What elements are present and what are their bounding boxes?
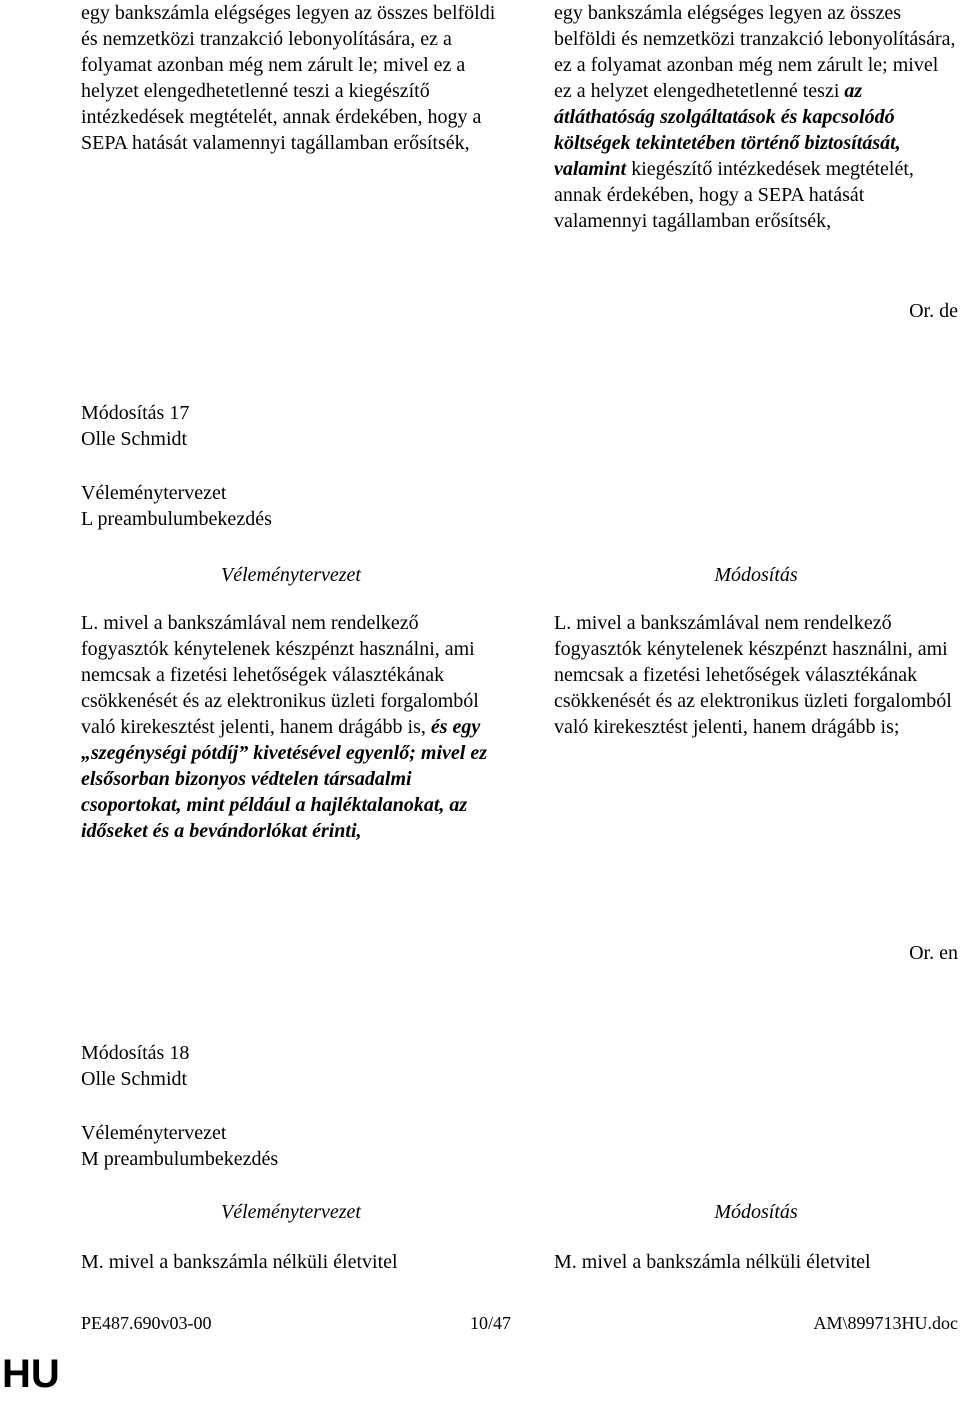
amendment-17-number: Módosítás 17	[81, 402, 190, 424]
original-language-de: Or. de	[909, 300, 958, 322]
top-right-text-after: kiegészítő intézkedések megtételét, annak érdekében, hogy a SEPA hatását valamennyi tagállamban erősítsék,	[554, 158, 914, 232]
amendment-17-recital: L preambulumbekezdés	[81, 508, 272, 530]
amendment-17-left-text-plain: L. mivel a bankszámlával nem rendelkező fogyasztók kénytelenek készpénzt használni, ami nemcsak a fizetési lehetőségek választékának csökkenését és az elektronikus üzleti forgalomból való kirekesztést jelenti, hanem drágább is,	[81, 612, 479, 738]
language-tag: HU	[2, 1352, 60, 1396]
amendment-18-document: Véleménytervezet	[81, 1122, 227, 1144]
amendment-17-author: Olle Schmidt	[81, 428, 188, 450]
amendment-18-left-text: M. mivel a bankszámla nélküli életvitel	[81, 1251, 398, 1273]
amendment-18-author: Olle Schmidt	[81, 1068, 188, 1090]
amendment-18-right-text: M. mivel a bankszámla nélküli életvitel	[554, 1251, 871, 1273]
top-right-paragraph	[554, 0, 958, 234]
amendment-18-right-column-label: Módosítás	[714, 1201, 798, 1223]
top-right-bold-change: az átláthatóság szolgáltatások és kapcsolódó költségek tekintetében történő biztosítását, valamint	[554, 80, 901, 180]
amendment-17-right-column-label: Módosítás	[714, 564, 798, 586]
amendment-17-right-text: L. mivel a bankszámlával nem rendelkező fogyasztók kénytelenek készpénzt használni, ami nemcsak a fizetési lehetőségek választékának csökkenését és az elektronikus üzleti forgalomból való kirekesztést jelenti, hanem drágább is;	[554, 612, 952, 738]
top-right-text-before: egy bankszámla elégséges legyen az összes belföldi és nemzetközi tranzakció lebonyolítására, ez a folyamat azonban még nem zárult le; mivel ez a helyzet elengedhetetlenné teszi	[554, 2, 956, 102]
top-left-paragraph: egy bankszámla elégséges legyen az összes belföldi és nemzetközi tranzakció lebonyolítására, ez a folyamat azonban még nem zárult le; mivel ez a helyzet elengedhetetlenné teszi a kiegészítő intézkedések megtételét, annak érdekében, hogy a SEPA hatását valamennyi tagállamban erősítsék,	[81, 2, 496, 154]
amendment-18-recital: M preambulumbekezdés	[81, 1148, 279, 1170]
footer-document-id: PE487.690v03-00	[81, 1313, 212, 1333]
amendment-17-left-text	[81, 610, 501, 844]
amendment-18-number: Módosítás 18	[81, 1042, 190, 1064]
amendment-18-reference	[81, 1120, 278, 1172]
amendment-17-header	[81, 400, 189, 452]
amendment-18-header	[81, 1040, 189, 1092]
original-language-en: Or. en	[909, 942, 958, 964]
amendment-17-document: Véleménytervezet	[81, 482, 227, 504]
amendment-17-left-bold-deleted: és egy „szegénységi pótdíj” kivetésével egyenlő; mivel ez elsősorban bizonyos védtelen társadalmi csoportokat, mint például a hajléktalanokat, az időseket és a bevándorlókat érinti,	[81, 716, 487, 842]
amendment-17-reference	[81, 480, 272, 532]
footer-page-number: 10/47	[470, 1313, 512, 1333]
amendment-17-left-column-label: Véleménytervezet	[221, 564, 361, 586]
amendment-18-left-column-label: Véleménytervezet	[221, 1201, 361, 1223]
footer-file-name: AM\899713HU.doc	[813, 1313, 958, 1333]
